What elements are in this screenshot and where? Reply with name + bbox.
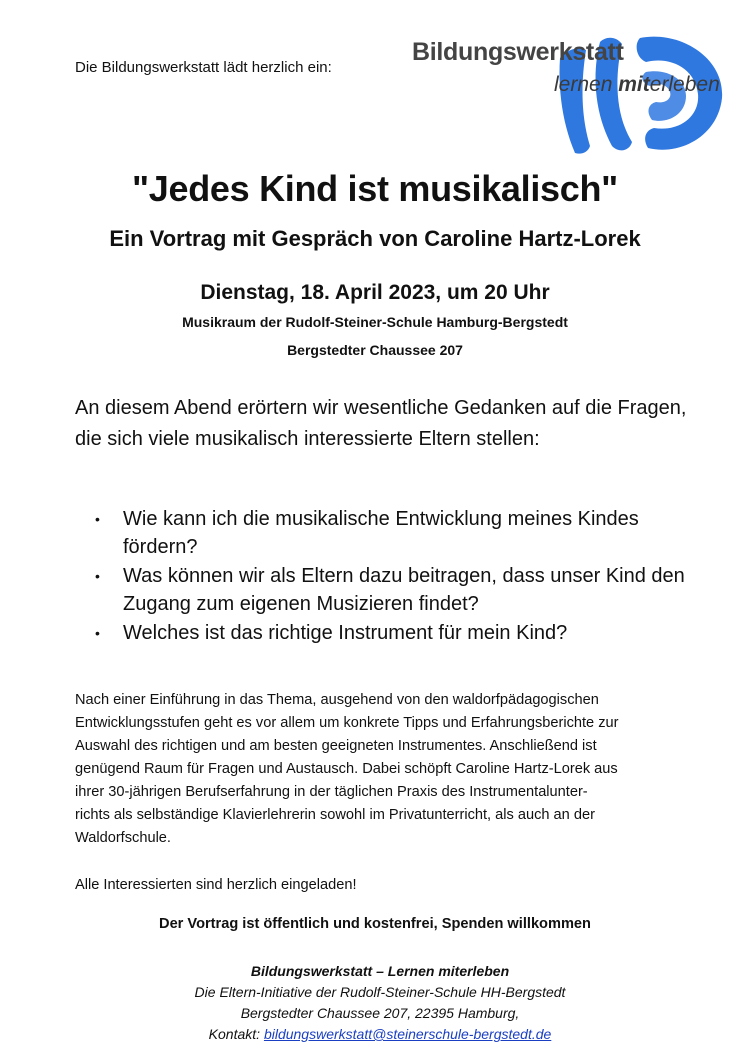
event-date: Dienstag, 18. April 2023, um 20 Uhr xyxy=(200,281,550,304)
bullet-icon: • xyxy=(95,511,100,527)
invitation-line: Die Bildungswerkstatt lädt herzlich ein: xyxy=(75,59,332,76)
intro-paragraph: An diesem Abend erörtern wir wesentliche Gedanken auf die Fragen, die sich viele musikalisch interessierte Eltern stellen: xyxy=(75,397,687,450)
bildungswerkstatt-logo xyxy=(402,28,732,158)
event-address: Bergstedter Chaussee 207 xyxy=(287,342,463,358)
body-line: richts als selbständige Klavierlehrerin sowohl im Privatunterricht, als auch an der xyxy=(75,807,595,823)
logo-title: Bildungswerkstatt xyxy=(412,38,624,66)
question-text: Welches ist das richtige Instrument für mein Kind? xyxy=(123,622,568,644)
footer-initiative: Die Eltern-Initiative der Rudolf-Steiner-Schule HH-Bergstedt xyxy=(194,984,566,1000)
body-line: ihrer 30-jährigen Berufserfahrung in der täglichen Praxis des Instrumentalunter- xyxy=(75,784,588,800)
welcome-line: Alle Interessierten sind herzlich eingeladen! xyxy=(75,877,357,893)
footer xyxy=(0,961,750,1045)
event-title: "Jedes Kind ist musikalisch" xyxy=(132,168,618,209)
logo-sub-erleben: erleben xyxy=(649,73,720,96)
body-line: genügend Raum für Fragen und Austausch. Dabei schöpft Caroline Hartz-Lorek aus xyxy=(75,761,618,777)
logo-sub-lernen: lernen xyxy=(554,73,619,96)
bullet-icon: • xyxy=(95,568,100,584)
event-subtitle: Ein Vortrag mit Gespräch von Caroline Hartz-Lorek xyxy=(109,226,641,251)
question-text: Wie kann ich die musikalische Entwicklung meines Kindes fördern? xyxy=(123,508,639,558)
body-line: Auswahl des richtigen und am besten geeigneten Instrumentes. Anschließend ist xyxy=(75,738,597,754)
list-item xyxy=(95,505,715,561)
list-item xyxy=(95,619,715,647)
contact-label: Kontakt: xyxy=(208,1026,264,1042)
logo-subtitle xyxy=(554,73,720,97)
bullet-icon: • xyxy=(95,625,100,641)
footer-contact xyxy=(0,1024,750,1045)
footer-org: Bildungswerkstatt – Lernen miterleben xyxy=(250,963,510,979)
footer-address: Bergstedter Chaussee 207, 22395 Hamburg, xyxy=(240,1005,520,1021)
body-paragraph xyxy=(75,689,695,850)
contact-email-link[interactable]: bildungswerkstatt@steinerschule-bergstedt.de xyxy=(263,1026,552,1042)
logo-sub-mit: mit xyxy=(618,73,650,96)
body-line: Nach einer Einführung in das Thema, ausgehend von den waldorfpädagogischen xyxy=(75,692,599,708)
question-list xyxy=(95,505,715,648)
event-venue: Musikraum der Rudolf-Steiner-Schule Hamburg-Bergstedt xyxy=(182,314,568,330)
list-item xyxy=(95,562,715,618)
free-admission-note: Der Vortrag ist öffentlich und kostenfrei, Spenden willkommen xyxy=(159,916,591,932)
body-line: Waldorfschule. xyxy=(75,830,171,846)
question-text: Was können wir als Eltern dazu beitragen, dass unser Kind den Zugang zum eigenen Musizieren findet? xyxy=(123,565,685,615)
body-line: Entwicklungsstufen geht es vor allem um konkrete Tipps und Erfahrungsberichte zur xyxy=(75,715,619,731)
